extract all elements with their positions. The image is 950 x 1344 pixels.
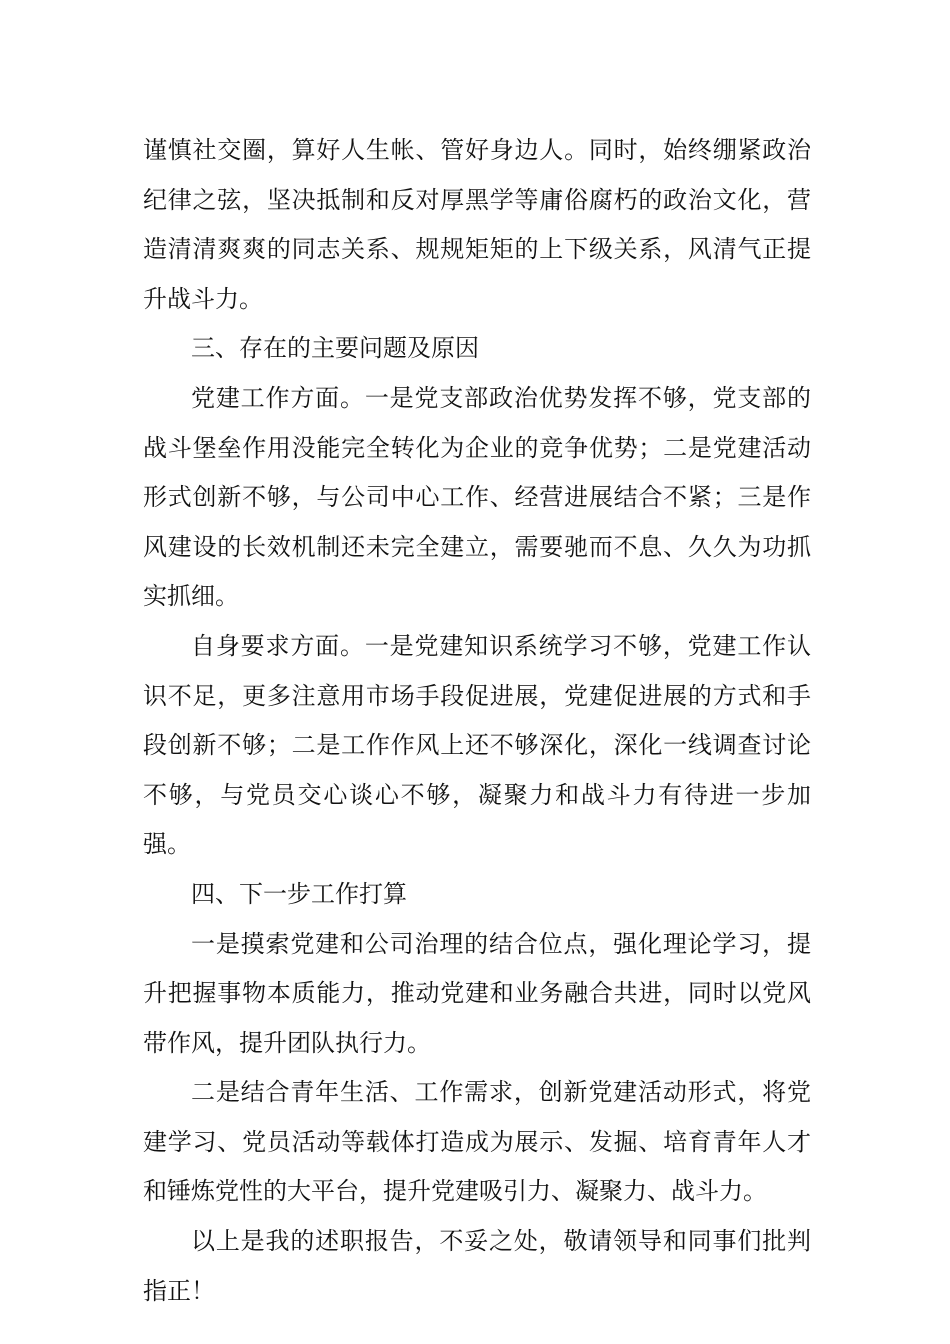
paragraph-closing: 以上是我的述职报告，不妥之处，敬请领导和同事们批判指正！ bbox=[143, 1227, 811, 1305]
paragraph-continuation: 谨慎社交圈，算好人生帐、管好身边人。同时，始终绷紧政治纪律之弦，坚决抵制和反对厚黑学等庸俗腐朽的政治文化，营造清清爽爽的同志关系、规规矩矩的上下级关系，风清气正提升战斗力。 bbox=[143, 136, 811, 313]
paragraph-self-requirements: 自身要求方面。一是党建知识系统学习不够，党建工作认识不足，更多注意用市场手段促进展，党建促进展的方式和手段创新不够；二是工作作风上还不够深化，深化一线调查讨论不够，与党员交心谈心不够，凝聚力和战斗力有待进一步加强。 bbox=[143, 631, 811, 859]
section-heading-problems: 三、存在的主要问题及原因 bbox=[191, 334, 479, 363]
section-heading-next-steps: 四、下一步工作打算 bbox=[191, 879, 407, 908]
paragraph-party-building: 党建工作方面。一是党支部政治优势发挥不够，党支部的战斗堡垒作用没能完全转化为企业的竞争优势；二是党建活动形式创新不够，与公司中心工作、经营进展结合不紧；三是作风建设的长效机制还未完全建立，需要驰而不息、久久为功抓实抓细。 bbox=[143, 383, 811, 611]
document-body bbox=[143, 126, 811, 1316]
paragraph-next-step-two: 二是结合青年生活、工作需求，创新党建活动形式，将党建学习、党员活动等载体打造成为展示、发掘、培育青年人才和锤炼党性的大平台，提升党建吸引力、凝聚力、战斗力。 bbox=[143, 1078, 811, 1206]
paragraph-next-step-one: 一是摸索党建和公司治理的结合位点，强化理论学习，提升把握事物本质能力，推动党建和业务融合共进，同时以党风带作风，提升团队执行力。 bbox=[143, 929, 811, 1057]
